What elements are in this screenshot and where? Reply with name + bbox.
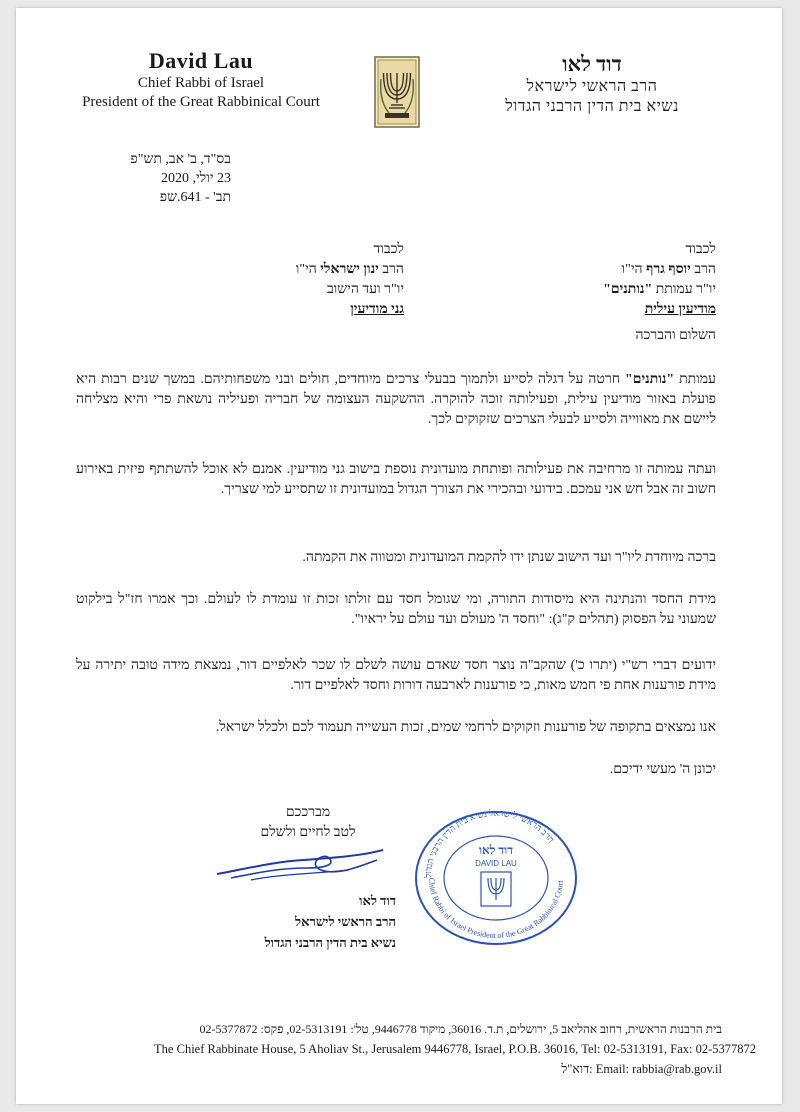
letterhead-en-title2: President of the Great Rabbinical Court [82, 94, 320, 110]
recipient-1-name: יוסף גרף [646, 262, 691, 277]
paragraph-7: יכונן ה' מעשי ידיכם. [609, 762, 716, 777]
paragraph-6: אנו נמצאים בתקופה של פורענות וזקוקים לרחמי שמים, זכות העשייה תעמוד לכם ולכלל ישראל. [215, 720, 716, 735]
footer-english-address: The Chief Rabbinate House, 5 Aholiav St., Jerusalem 9446778, Israel, P.O.B. 36016, Tel: 02-5313191, Fax: 02-5377872 [154, 1042, 756, 1056]
letterhead-en-name: David Lau [148, 48, 254, 73]
recipient-2-prefix: הרב [378, 262, 404, 277]
closing-line-2: לטב לחיים ולשלם [260, 825, 356, 840]
footer-email-hebrew-label: דוא"ל: [561, 1062, 593, 1076]
footer-email[interactable]: Email: rabbia@rab.gov.il [595, 1062, 722, 1076]
recipient-1-name-line [486, 260, 716, 280]
letterhead-english [76, 48, 326, 112]
closing-block [228, 803, 388, 843]
recipient-2-suffix: הי"ו [295, 262, 321, 277]
recipient-2-name-line [184, 260, 404, 280]
official-stamp [411, 808, 581, 948]
letterhead-he-title1: הרב הראשי לישראל [526, 78, 658, 95]
hebrew-date: בס"ד, ב' אב, תש"פ [130, 152, 231, 167]
paragraph-1-org: "נותנים" [624, 372, 675, 387]
handwritten-signature [211, 844, 391, 884]
recipient-1-org: "נותנים" [603, 282, 653, 297]
letter-page [16, 8, 782, 1104]
reference-number: תב' - 641.שפ [159, 190, 231, 205]
gregorian-date: 23 יולי, 2020 [161, 171, 231, 186]
signature-title-2: נשיא בית הדין הרבני הגדול [264, 935, 396, 950]
stamp-ring-english: Chief Rabbi of Israel President of the Great Rabbinical Court [426, 877, 565, 941]
letterhead-hebrew [462, 52, 722, 117]
menorah-emblem-icon [373, 55, 421, 129]
signature-name: דוד לאו [359, 893, 396, 908]
recipient-2-location: גני מודיעין [350, 302, 404, 317]
recipient-1-to: לכבוד [685, 242, 716, 257]
greeting: השלום והברכה [635, 328, 716, 343]
letterhead-he-title2: נשיא בית הדין הרבני הגדול [505, 98, 679, 115]
recipient-2-to: לכבוד [373, 242, 404, 257]
date-block [111, 150, 231, 207]
paragraph-2: ועתה עמותה זו מרחיבה את פעילותה ופותחת מועדונית נוספת בישוב גני מודיעין. אמנם לא אוכל להשתתף פיזית באירוע חשוב זה אבל חש אני עמכם. בידועי ובהכירי את הצורך הגדול במועדונית זו שתסייע למי שצריך. [76, 462, 716, 497]
paragraph-1-start: עמותת [674, 372, 716, 387]
letterhead-he-name: דוד לאו [562, 52, 622, 76]
recipient-2-role: יו"ר ועד הישוב [326, 282, 404, 297]
paragraph-5: ידועים דברי רש"י (יתרו כ') שהקב"ה נוצר חסד שאדם עושה לשלם לו שכר לאלפיים דור, נמצאת מידה טובה יתירה על מידת פורענות אחת פי חמש מאות, כי פורענות לארבעה דורות וחסד לאלפיים דור. [76, 658, 716, 693]
signature-title-1: הרב הראשי לישראל [295, 914, 396, 929]
paragraph-1 [76, 370, 716, 430]
recipient-2-name: ינון ישראלי [320, 262, 379, 277]
letterhead-en-title1: Chief Rabbi of Israel [137, 75, 265, 91]
stamp-english-name: DAVID LAU [475, 859, 517, 868]
footer-hebrew-address: בית הרבנות הראשית, רחוב אהליאב 5, ירושלים, ת.ד. 36016, מיקוד 9446778, טל': 02-5313191, פקס: 02-5377872 [199, 1022, 722, 1036]
stamp-menorah-icon [481, 872, 511, 906]
footer-email-line [42, 1062, 722, 1077]
paragraph-1-rest: חרטה על דגלה לסייע ולתמוך בבעלי צרכים מיוחדים, חולים ובני משפחותיהם. במשך שנים רבות היא פועלת באזור מודיעין עילית, ופעילותה זוכה להוקרה. ההשקעה העצומה של חבריה ופעיליה נושאת פרי והיא מצליחה ליישם את מאווייה ולסייע לבעלי הצרכים שזקוקים לכך. [76, 372, 716, 427]
recipient-1-role-line [486, 280, 716, 300]
recipient-1-location: מודיעין עילית [644, 302, 716, 317]
recipient-2 [184, 240, 404, 320]
paragraph-3: ברכה מיוחדת ליו"ר ועד הישוב שנתן ידו להקמת המועדונית ומטווה את הקמתה. [302, 550, 716, 565]
stamp-hebrew-name: דוד לאו [478, 843, 514, 857]
recipient-1-suffix: הי"ו [621, 262, 647, 277]
recipient-1-prefix: הרב [690, 262, 716, 277]
stamp-ring-hebrew: הרב הראשי לישראל נשיא בית הדין הרבני הגדול [422, 808, 557, 879]
paragraph-4: מידת החסד והנתינה היא מיסודות התורה, ומי שגומל חסד עם זולתו זכות זו עומדת לו לעולם. וכך אמרו חז"ל בילקוט שמעוני על הפסוק (תהלים ק"ג): "וחסד ה' מעולם ועד עולם על יראיו". [76, 592, 716, 627]
closing-line-1: מברככם [285, 805, 331, 820]
recipient-1 [486, 240, 716, 320]
signature-block [206, 890, 396, 953]
recipient-1-role: יו"ר עמותת [652, 282, 716, 297]
